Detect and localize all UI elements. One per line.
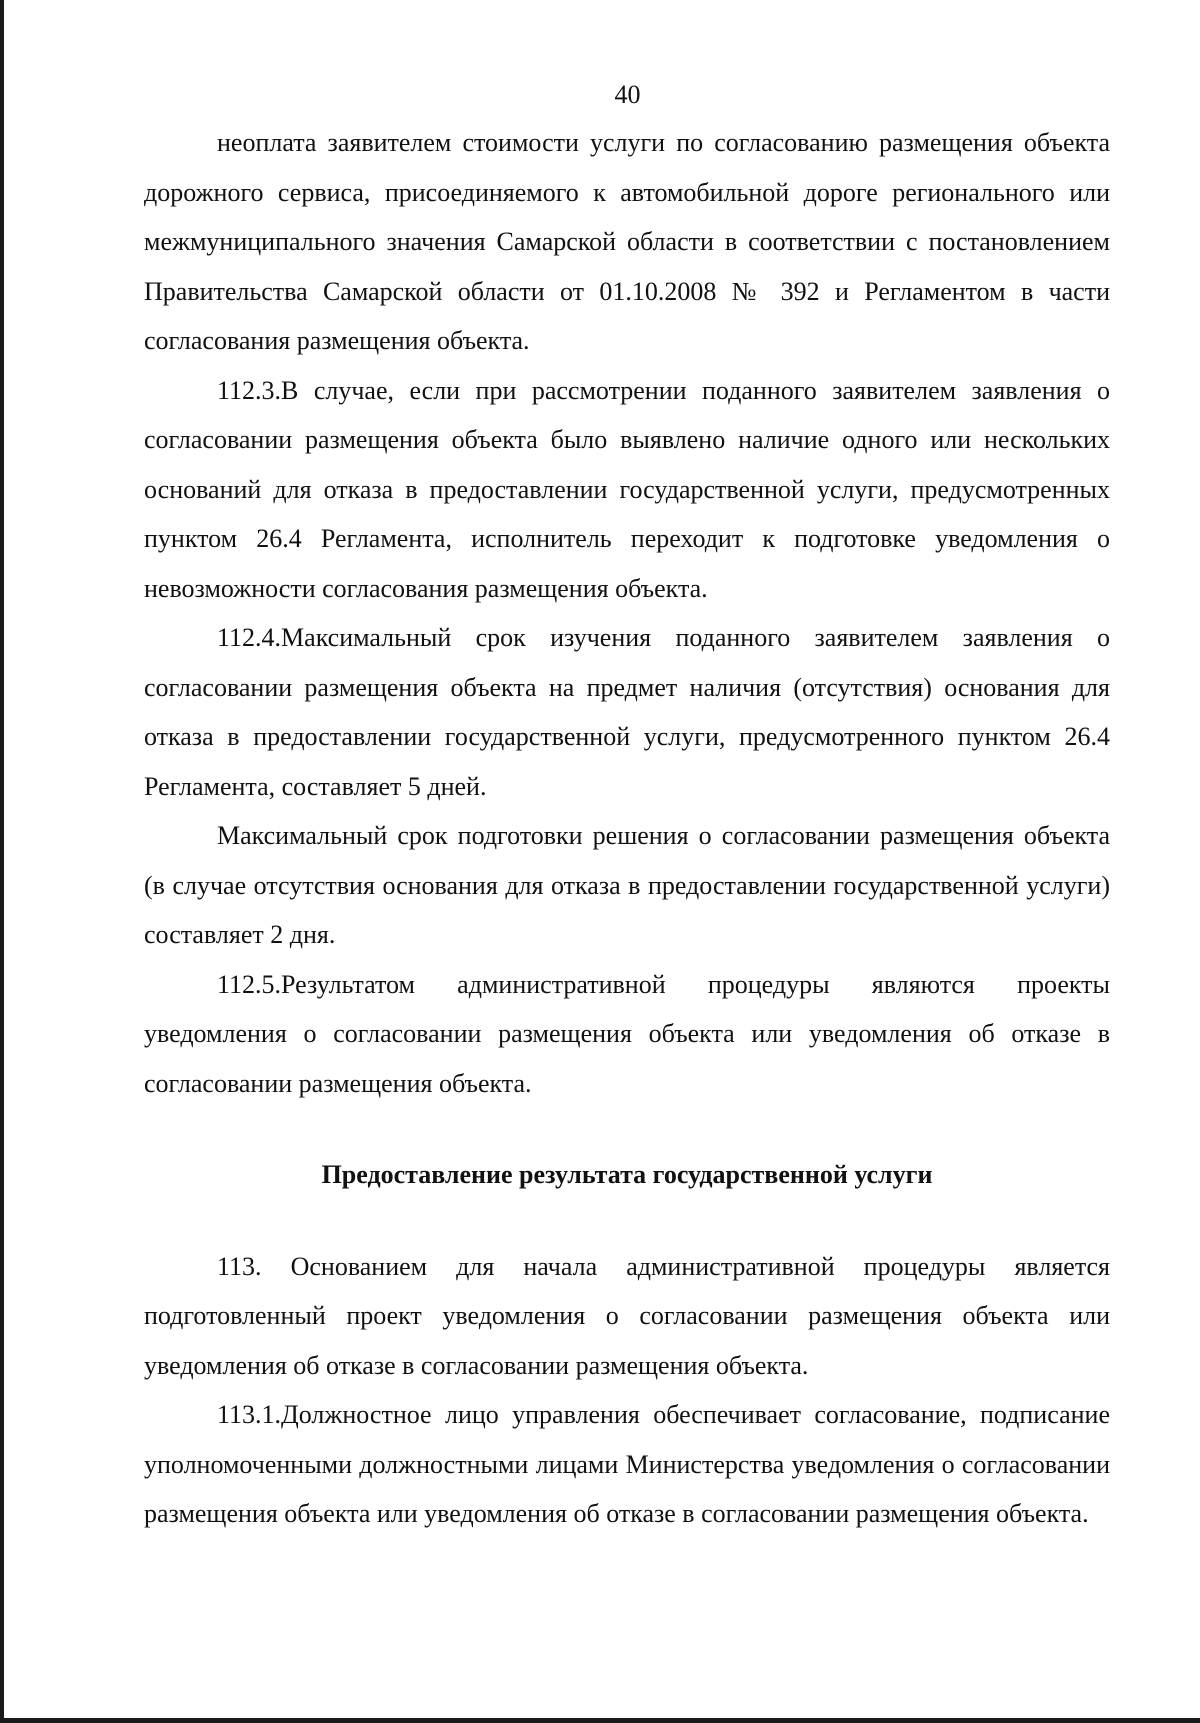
paragraph-112-4: 112.4.Максимальный срок изучения поданного заявителем заявления о согласовании размещения объекта на предмет наличия (отсутствия) основания для отказа в предоставлении государственной услуги, предусмотренного пунктом 26.4 Регламента, составляет 5 дней. [144, 623, 1110, 801]
paragraph-max-term: Максимальный срок подготовки решения о согласовании размещения объекта (в случае отсутствия основания для отказа в предоставлении государственной услуги) составляет 2 дня. [144, 821, 1110, 949]
section-heading: Предоставление результата государственной услуги [321, 1160, 933, 1189]
page-number: 40 [614, 80, 641, 109]
paragraph-112-5: 112.5.Результатом административной процедуры являются проекты уведомления о согласовании размещения объекта или уведомления об отказе в согласовании размещения объекта. [144, 969, 1110, 1098]
scan-edge-bottom [0, 1718, 1200, 1723]
paragraph-nonpayment: неоплата заявителем стоимости услуги по согласованию размещения объекта дорожного сервиса, присоединяемого к автомобильной дороге регионального или межмуниципального значения Самарской области в соответствии с постановлением Правительства Самарской области от 01.10.2008 № 392 и Регламентом в части согласования размещения объекта. [144, 128, 1110, 355]
scan-edge-left [0, 0, 4, 1723]
paragraph-113: 113. Основанием для начала административной процедуры является подготовленный проект уведомления о согласовании размещения объекта или уведомления об отказе в согласовании размещения объекта. [144, 1251, 1110, 1380]
document-body [144, 118, 1110, 1539]
paragraph-113-1: 113.1.Должностное лицо управления обеспечивает согласование, подписание уполномоченными должностными лицами Министерства уведомления о согласовании размещения объекта или уведомления об отказе в согласовании размещения объекта. [144, 1400, 1110, 1528]
paragraph-112-3: 112.3.В случае, если при рассмотрении поданного заявителем заявления о согласовании размещения объекта было выявлено наличие одного или нескольких оснований для отказа в предоставлении государственной услуги, предусмотренных пунктом 26.4 Регламента, исполнитель переходит к подготовке уведомления о невозможности согласования размещения объекта. [144, 375, 1110, 603]
